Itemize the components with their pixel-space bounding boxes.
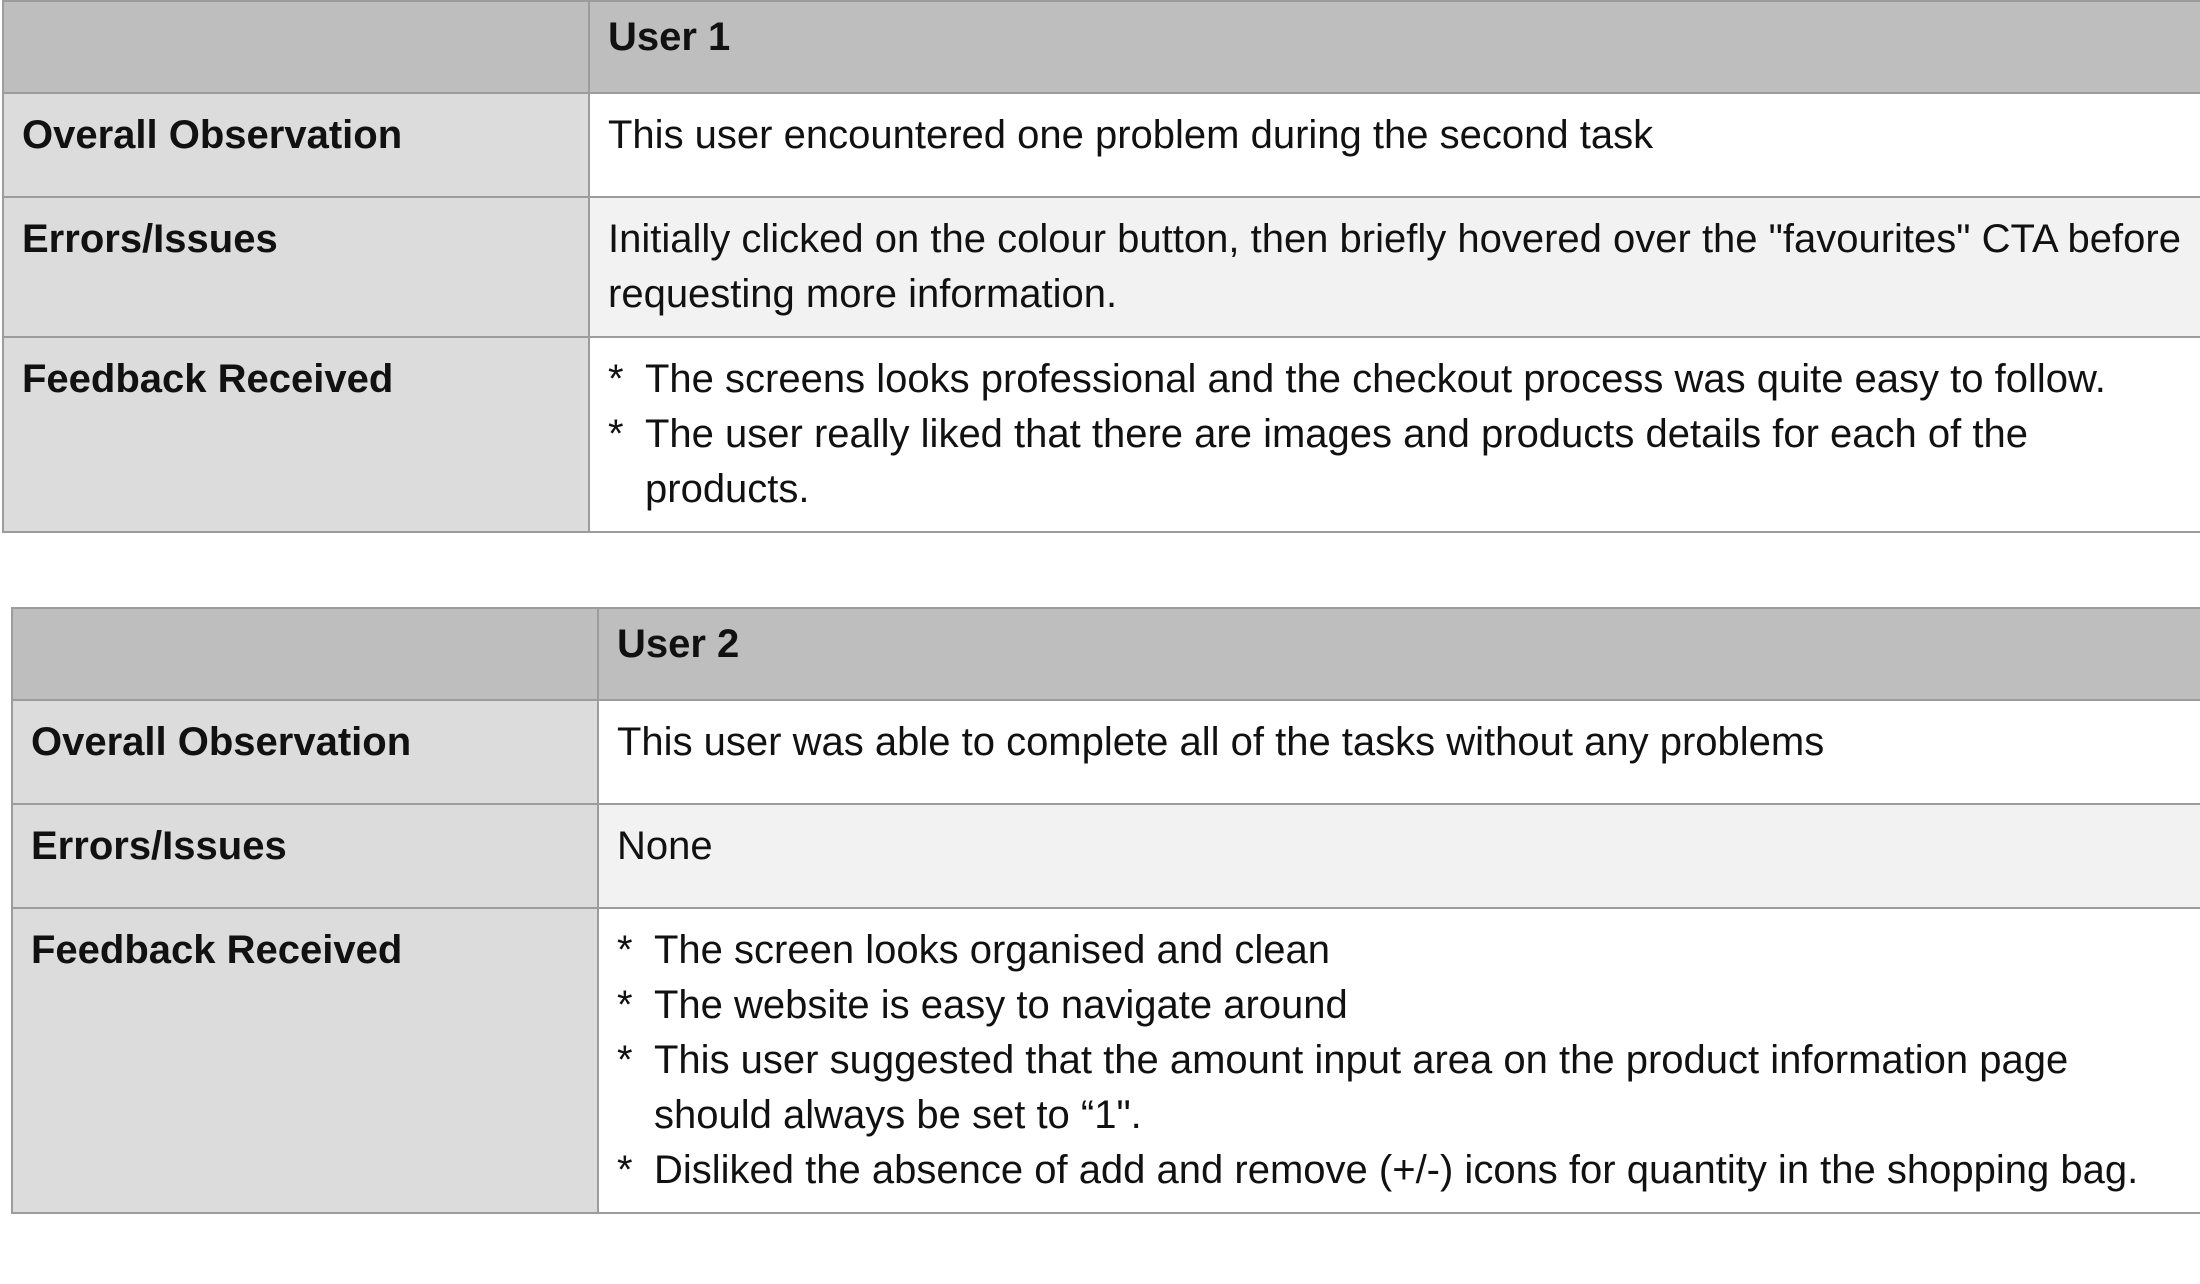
- feedback-text: The website is easy to navigate around: [654, 983, 1348, 1027]
- feedback-list: [617, 923, 2193, 1198]
- list-item: [608, 407, 2184, 517]
- list-item: [617, 1033, 2193, 1143]
- table-header-row: [3, 1, 2200, 93]
- overall-observation-value: This user encountered one problem during the second task: [589, 93, 2200, 197]
- feedback-received-value: [598, 908, 2200, 1213]
- list-item: [617, 1143, 2193, 1198]
- overall-observation-value: This user was able to complete all of the tasks without any problems: [598, 700, 2200, 804]
- errors-issues-row: [12, 804, 2200, 908]
- feedback-text: Disliked the absence of add and remove (+/-) icons for quantity in the shopping bag.: [654, 1148, 2139, 1192]
- header-empty-cell: [3, 1, 589, 93]
- feedback-list: [608, 352, 2184, 517]
- errors-issues-value: Initially clicked on the colour button, then briefly hovered over the "favourites" CTA before requesting more information.: [589, 197, 2200, 337]
- header-empty-cell: [12, 608, 598, 700]
- feedback-received-row: [12, 908, 2200, 1213]
- errors-issues-label: Errors/Issues: [12, 804, 598, 908]
- feedback-received-label: Feedback Received: [12, 908, 598, 1213]
- errors-issues-row: [3, 197, 2200, 337]
- user-2-table: [11, 607, 2200, 1214]
- feedback-received-label: Feedback Received: [3, 337, 589, 532]
- list-item: [617, 978, 2193, 1033]
- feedback-received-row: [3, 337, 2200, 532]
- bullet-marker: *: [617, 1038, 633, 1082]
- bullet-marker: *: [617, 983, 633, 1027]
- table-header-row: [12, 608, 2200, 700]
- bullet-marker: *: [617, 928, 633, 972]
- overall-observation-row: [12, 700, 2200, 804]
- overall-observation-label: Overall Observation: [3, 93, 589, 197]
- overall-observation-row: [3, 93, 2200, 197]
- list-item: [608, 352, 2184, 407]
- list-item: [617, 923, 2193, 978]
- feedback-text: This user suggested that the amount input area on the product information page should always be set to “1".: [654, 1038, 2069, 1137]
- bullet-marker: *: [608, 357, 624, 401]
- errors-issues-label: Errors/Issues: [3, 197, 589, 337]
- header-user-title: User 1: [589, 1, 2200, 93]
- feedback-text: The screens looks professional and the checkout process was quite easy to follow.: [645, 357, 2106, 401]
- header-user-title: User 2: [598, 608, 2200, 700]
- overall-observation-label: Overall Observation: [12, 700, 598, 804]
- errors-issues-value: None: [598, 804, 2200, 908]
- feedback-text: The screen looks organised and clean: [654, 928, 1330, 972]
- bullet-marker: *: [617, 1148, 633, 1192]
- feedback-text: The user really liked that there are images and products details for each of the products.: [645, 412, 2028, 511]
- user-1-table: [2, 0, 2200, 533]
- feedback-received-value: [589, 337, 2200, 532]
- bullet-marker: *: [608, 412, 624, 456]
